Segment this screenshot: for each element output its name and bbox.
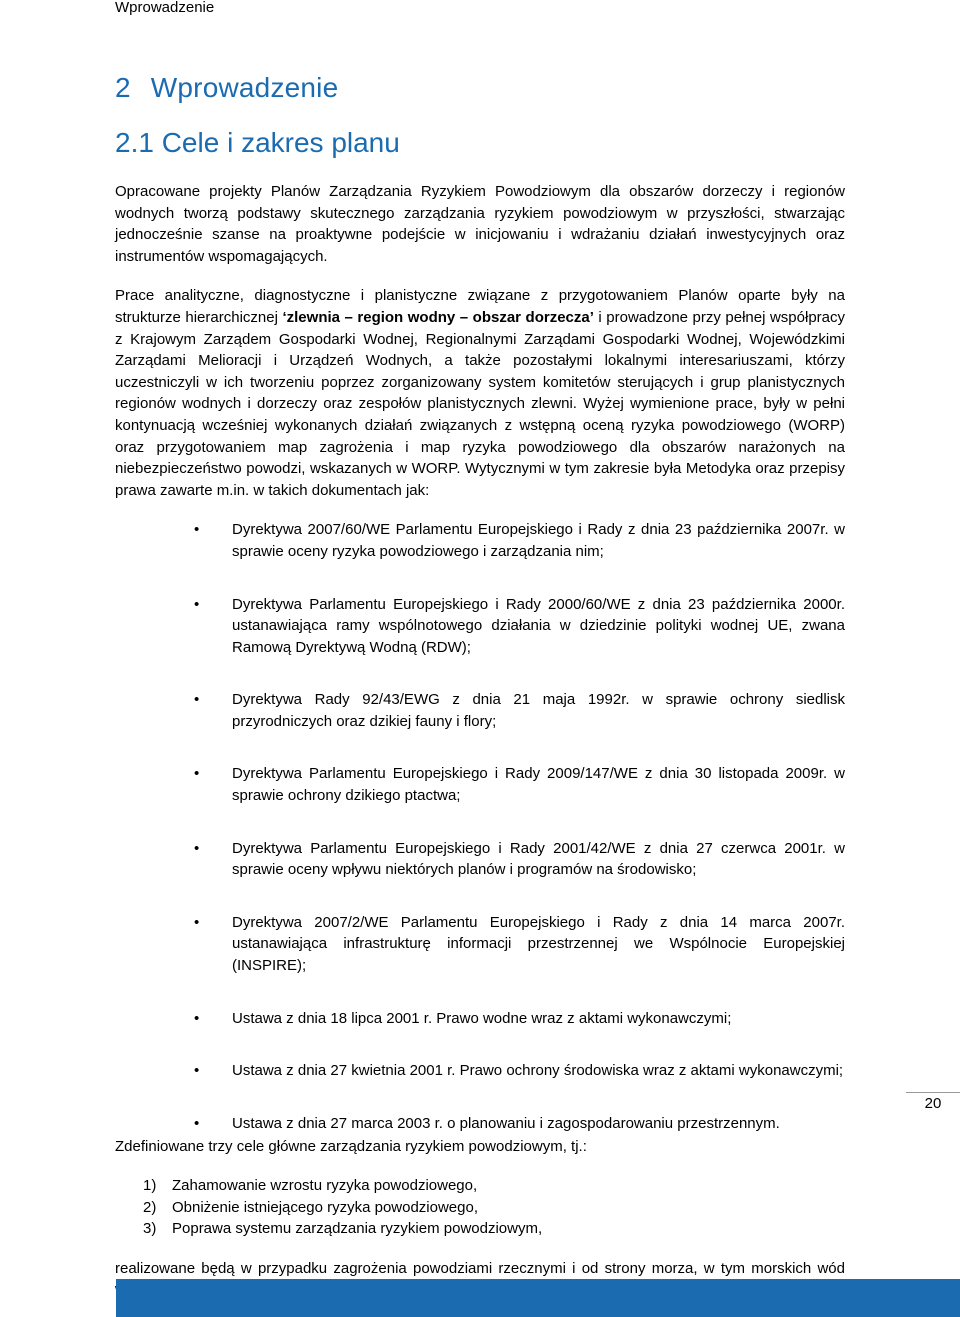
chapter-number: 2 (115, 72, 131, 103)
hierarchy-structure-bold: ‘zlewnia – region wodny – obszar dorzecza’ (282, 308, 594, 326)
methodology-text-start: Prace analityczne, diagnostyczne i planistyczne związane z przygotowaniem Planów oparte były na strukturze hierarchicznej (115, 287, 845, 326)
bullet-icon: • (194, 1114, 200, 1132)
goals-intro-paragraph: Zdefiniowane trzy cele główne zarządzania ryzykiem powodziowym, tj.: (115, 1138, 587, 1156)
goal-text: Zahamowanie wzrostu ryzyka powodziowego, (172, 1177, 478, 1194)
bullet-icon: • (194, 691, 200, 709)
bullet-icon: • (194, 1009, 200, 1027)
footer-bar (116, 1279, 960, 1317)
body-content (115, 181, 845, 1301)
page-number: 20 (906, 1092, 960, 1112)
running-header: Wprowadzenie (115, 0, 215, 16)
list-item: • Dyrektywa 2007/60/WE Parlamentu Europejskiego i Rady z dnia 23 października 2007r. w sprawie oceny ryzyka powodziowego i zarządzania nim; (194, 521, 845, 560)
list-item: • Dyrektywa 2007/2/WE Parlamentu Europejskiego i Rady z dnia 14 marca 2007r. ustanawiająca infrastrukturę informacji przestrzennej we Wspólnocie Europejskiej (INSPIRE); (194, 913, 845, 975)
chapter-heading (115, 72, 338, 104)
goal-text: Poprawa systemu zarządzania ryzykiem powodziowym, (172, 1220, 543, 1238)
bullet-icon: • (194, 765, 200, 783)
list-item: • Dyrektywa Parlamentu Europejskiego i Rady 2001/42/WE z dnia 27 czerwca 2001r. w sprawie oceny wpływu niektórych planów i programów na środowisko; (194, 839, 845, 879)
list-item: • Dyrektywa Parlamentu Europejskiego i Rady 2009/147/WE z dnia 30 listopada 2009r. w sprawie ochrony dzikiego ptactwa; (194, 765, 845, 805)
goal-number: 2) (143, 1198, 157, 1216)
section-heading: 2.1 Cele i zakres planu (115, 127, 400, 158)
chapter-title: Wprowadzenie (150, 72, 339, 103)
list-item: • Ustawa z dnia 27 marca 2003 r. o planowaniu i zagospodarowaniu przestrzennym. (115, 1113, 845, 1135)
bullet-icon: • (194, 521, 200, 539)
goal-number: 3) (143, 1220, 157, 1238)
list-item: • Dyrektywa Parlamentu Europejskiego i Rady 2000/60/WE z dnia 23 października 2000r. ustanawiająca ramy wspólnotowego działania w dziedzinie polityki wodnej UE, zwana Ramową Dyrektywą Wodną (RDW); (194, 595, 845, 656)
goal-number: 1) (143, 1177, 157, 1194)
intro-paragraph: Opracowane projekty Planów Zarządzania Ryzykiem Powodziowym dla obszarów dorzeczy i regionów wodnych tworzą podstawy skutecznego zarządzania ryzykiem powodziowym w przyszłości, stwarzając jednocześnie szanse na proaktywne podejście w inicjowaniu i wdrażaniu działań inwestycyjnych oraz instrumentów wspomagających. (115, 183, 845, 265)
list-item (115, 1175, 845, 1197)
list-item (115, 1218, 845, 1240)
closing-paragraph: realizowane będą w przypadku zagrożenia powodziami rzecznymi i od strony morza, w tym morskich wód (115, 1259, 845, 1277)
legal-documents-list (115, 519, 845, 1134)
bullet-icon: • (194, 839, 200, 857)
methodology-paragraph (115, 285, 845, 501)
methodology-text-end: i prowadzone przy pełnej współpracy z Krajowym Zarządem Gospodarki Wodnej, Regionalnymi Zarządami Gospodarki Wodnej, Wojewódzkimi Zarządami Melioracji i Urządzeń Wodnych, a także pozostałymi lokalnymi interesariuszami, którzy uczestniczyli w ich tworzeniu poprzez zorganizowany system komitetów sterujących i grup planistycznych regionów wodnych i dorzeczy oraz zespołów planistycznych zlewni. Wyżej wymienione prace, były w pełni kontynuacją wcześniej wykonanych działań związanych z wstępną oceną ryzyka powodziowego (WORP) oraz przygotowaniem map zagrożenia i map ryzyka powodziowego dla obszarów narażonych na niebezpieczeństwo powodzi, wskazanych w WORP. Wytycznymi w tym zakresie była Metodyka oraz przepisy prawa zawarte m.in. w takich dokumentach jak: (115, 308, 845, 499)
list-item: • Ustawa z dnia 27 kwietnia 2001 r. Prawo ochrony środowiska wraz z aktami wykonawczymi; (115, 1060, 845, 1082)
goals-list (115, 1175, 845, 1240)
list-item (115, 1197, 845, 1219)
list-item: • Ustawa z dnia 18 lipca 2001 r. Prawo wodne wraz z aktami wykonawczymi; (115, 1008, 845, 1030)
list-item: • Dyrektywa Rady 92/43/EWG z dnia 21 maja 1992r. w sprawie ochrony siedlisk przyrodniczych oraz dzikiej fauny i flory; (194, 691, 845, 730)
bullet-icon: • (194, 913, 200, 931)
goal-text: Obniżenie istniejącego ryzyka powodziowego, (172, 1198, 479, 1216)
bullet-icon: • (194, 595, 200, 613)
bullet-icon: • (194, 1062, 200, 1080)
